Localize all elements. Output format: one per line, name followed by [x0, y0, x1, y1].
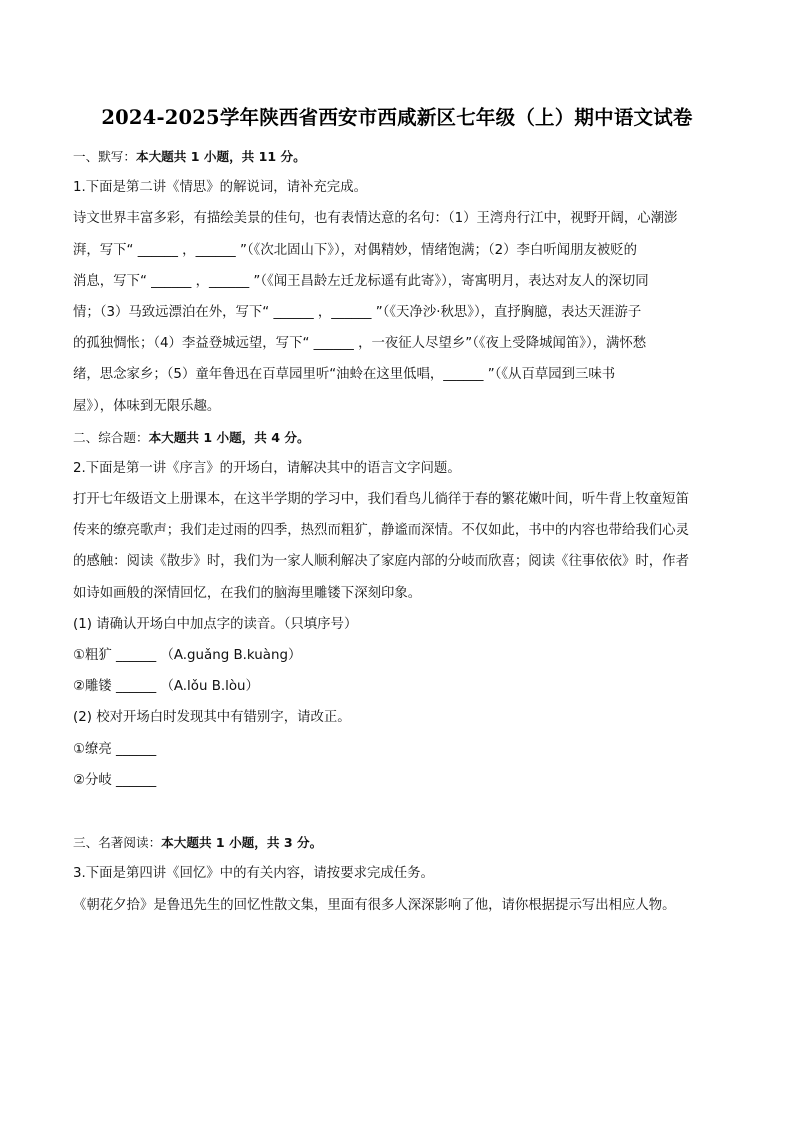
section-1-header [73, 141, 725, 172]
exam-content [73, 141, 725, 921]
section-spacer [73, 796, 725, 827]
question-1-text-line: 诗文世界丰富多彩，有描绘美景的佳句，也有表情达意的名句：（1）王湾舟行江中，视野开阔，心潮澎 [73, 211, 678, 227]
question-2-sub1-item: ②雕镂 ______ （A.lǒu B.lòu） [73, 679, 259, 695]
section-2-header [73, 422, 725, 453]
question-2-sub1-title: (1) 请确认开场白中加点字的读音。（只填序号） [73, 616, 358, 632]
question-2-sub1-item: ①粗犷 ______ （A.guǎng B.kuàng） [73, 648, 302, 663]
question-2-passage-line: 如诗如画般的深情回忆，在我们的脑海里雕镂下深刻印象。 [73, 585, 422, 601]
section-1-header-prefix: 一、默写： [73, 149, 136, 164]
question-1-text-line: 消息，写下“ ______ ，______ ”（《闻王昌龄左迁龙标遥有此寄》），寄寓明月，表达对友人的深切同 [73, 273, 649, 289]
question-2-prompt: 2.下面是第一讲《序言》的开场白，请解决其中的语言文字问题。 [73, 460, 461, 476]
section-3-header-detail: 本大题共 1 小题，共 3 分。 [161, 835, 323, 851]
section-3-header-prefix: 三、名著阅读： [73, 835, 162, 851]
question-1-text-line: 屋》），体味到无限乐趣。 [73, 398, 221, 414]
section-2-header-prefix: 二、综合题： [73, 429, 149, 445]
question-2-passage-line: 的感触：阅读《散步》时，我们为一家人顺利解决了家庭内部的分岐而欣喜；阅读《往事依依》时，作者 [73, 554, 689, 570]
question-1-text-line: 的孤独惆怅；（4）李益登城远望，写下“ ______ ，一夜征人尽望乡”（《夜上受降城闻笛》），满怀愁 [73, 336, 647, 352]
exam-title: 2024-2025学年陕西省西安市西咸新区七年级（上）期中语文试卷 [101, 106, 693, 129]
question-3-text-line: 《朝花夕拾》是鲁迅先生的回忆性散文集，里面有很多人深深影响了他，请你根据提示写出相应人物。 [73, 897, 676, 913]
question-3-prompt: 3.下面是第四讲《回忆》中的有关内容，请按要求完成任务。 [73, 866, 434, 882]
question-1-text-line: 湃，写下“ ______ ，______ ”（《次北固山下》），对偶精妙，情绪饱满；（2）李白听闻朋友被贬的 [73, 242, 638, 258]
section-2-header-detail: 本大题共 1 小题，共 4 分。 [148, 429, 310, 445]
section-3-header [73, 827, 725, 858]
question-2-sub2-item: ②分岐 ______ [73, 772, 157, 788]
section-1-header-detail: 本大题共 1 小题，共 11 分。 [135, 149, 306, 164]
question-1-prompt: 1.下面是第二讲《情思》的解说词，请补充完成。 [73, 180, 367, 196]
question-2-passage-line: 打开七年级语文上册课本，在这半学期的学习中，我们看鸟儿徜徉于春的繁花嫩叶间，听牛背上牧童短笛 [73, 492, 689, 508]
question-1-text-line: 情；（3）马致远漂泊在外，写下“ ______ ，______ ”（《天净沙·秋思》），直抒胸臆，表达天涯游子 [73, 304, 642, 320]
question-2-sub2-item: ①缭亮 ______ [73, 741, 157, 757]
question-2-passage-line: 传来的缭亮歌声；我们走过雨的四季，热烈而粗犷，静谧而深情。不仅如此，书中的内容也带给我们心灵 [73, 523, 689, 539]
question-2-sub2-title: (2) 校对开场白时发现其中有错别字，请改正。 [73, 710, 351, 726]
question-1-text-line: 绪，思念家乡；（5）童年鲁迅在百草园里听“油蛉在这里低唱，______ ”（《从百草园到三味书 [73, 367, 616, 383]
